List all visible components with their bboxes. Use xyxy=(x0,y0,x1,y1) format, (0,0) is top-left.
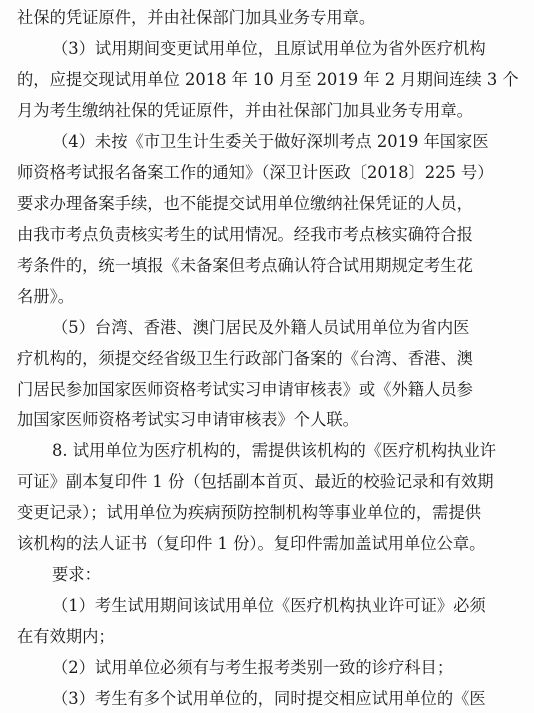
text-line-10: 名册》。 xyxy=(17,286,74,306)
text-line-3: 的，应提交现试用单位 2018 年 10 月至 2019 年 2 月期间连续 3 个 xyxy=(17,69,519,89)
text-line-13: 门居民参加国家医师资格考试实习申请审核表》或《外籍人员参 xyxy=(17,379,473,399)
text-line-22: （2）试用单位必须有与考生报考类别一致的诊疗科目； xyxy=(52,658,454,677)
text-line-1: 社保的凭证原件，并由社保部门加具业务专用章。 xyxy=(17,8,376,27)
text-line-16: 可证》副本复印件 1 份（包括副本首页、最近的校验记录和有效期 xyxy=(17,472,494,492)
text-line-20: （1）考生试用期间该试用单位《医疗机构执业许可证》必须 xyxy=(52,596,486,616)
text-line-7: 要求办理备案手续，也不能提交试用单位缴纳社保凭证的人员， xyxy=(17,193,473,213)
text-line-21: 在有效期内； xyxy=(17,627,115,647)
text-line-19: 要求： xyxy=(52,565,101,585)
text-line-17: 变更记录）；试用单位为疾病预防控制机构等事业单位的，需提供 xyxy=(17,503,482,523)
text-line-2: （3）试用期间变更试用单位，且原试用单位为省外医疗机构 xyxy=(52,39,486,58)
text-line-4: 月为考生缴纳社保的凭证原件，并由社保部门加具业务专用章。 xyxy=(17,100,473,120)
text-line-23: （3）考生有多个试用单位的，同时提交相应试用单位的《医 xyxy=(52,689,486,708)
text-line-5: （4）未按《市卫生计生委关于做好深圳考点 2019 年国家医 xyxy=(52,131,489,151)
text-line-18: 该机构的法人证书（复印件 1 份）。复印件需加盖试用单位公章。 xyxy=(17,534,486,554)
text-line-14: 加国家医师资格考试实习申请审核表》个人联。 xyxy=(17,410,359,430)
text-line-11: （5）台湾、香港、澳门居民及外籍人员试用单位为省内医 xyxy=(52,317,470,337)
text-line-6: 师资格考试报名备案工作的通知》（深卫计医政〔2018〕225 号） xyxy=(17,162,494,182)
text-line-8: 由我市考点负责核实考生的试用情况。经我市考点核实确符合报 xyxy=(17,224,473,244)
text-line-15: 8. 试用单位为医疗机构的，需提供该机构的《医疗机构执业许 xyxy=(52,441,497,461)
text-line-9: 考条件的，统一填报《未备案但考点确认符合试用期规定考生花 xyxy=(17,255,473,275)
text-line-12: 疗机构的，须提交经省级卫生行政部门备案的《台湾、香港、澳 xyxy=(17,348,473,368)
